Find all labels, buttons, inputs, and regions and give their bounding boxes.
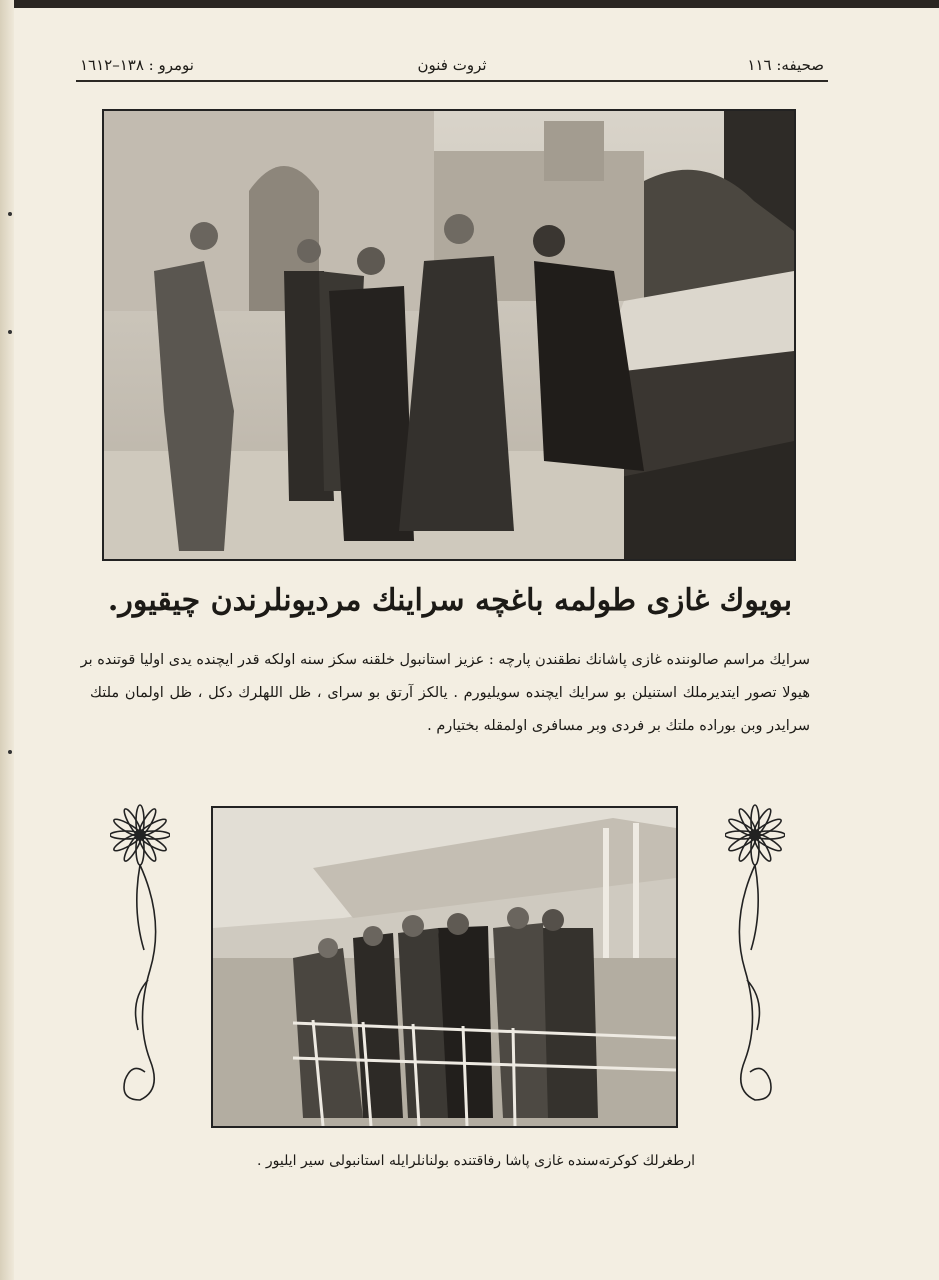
photo-caption: ارطغرلك كوكرته‌سنده غازى پاشا رفاقتنده بولنانلرايله استانبولى سير ايليور .	[257, 1153, 695, 1169]
page-header	[76, 50, 828, 82]
issue-number-label: نومرو : ۱۳۸–۱٦۱۲	[80, 56, 194, 74]
margin-dot	[8, 212, 12, 216]
journal-title: ثروت فنون	[417, 56, 487, 74]
floral-ornament-right	[725, 800, 785, 1110]
photo-ertugrul-deck-image	[213, 808, 676, 1126]
page-number-label: صحيفه: ۱۱٦	[747, 56, 824, 74]
body-text	[80, 644, 810, 743]
floral-ornament-left-image	[110, 800, 170, 1110]
body-line: سرايك مراسم صالوننده غازى پاشانك نطقندن پارچه : عزيز استانبول خلقنه سكز سنه اولكه قدر ايچنده يدى اوليا قوتنده بر	[80, 652, 810, 668]
margin-dot	[8, 330, 12, 334]
floral-ornament-right-image	[725, 800, 785, 1110]
photo-palace-stairs	[102, 109, 796, 561]
margin-dot	[8, 750, 12, 754]
floral-ornament-left	[110, 800, 170, 1110]
page-binding-edge	[0, 0, 14, 1280]
body-line: سرايدر وبن بوراده ملتك بر فردى وبر مسافرى اولمقله بختيارم .	[427, 718, 810, 734]
photo-palace-stairs-image	[104, 111, 794, 559]
body-line: هيولا تصور ايتديرملك استنيلن بو سرايك ايچنده سويليورم . يالكز آرتق بو سراى ، ظل اللهلرك دكل ، ظل اولمان ملتك	[90, 685, 810, 701]
page-top-edge	[0, 0, 939, 8]
photo-ertugrul-deck	[211, 806, 678, 1128]
headline: بويوك غازى طولمه باغچه سراينك مرديونلرندن چيقيور.	[107, 583, 793, 618]
